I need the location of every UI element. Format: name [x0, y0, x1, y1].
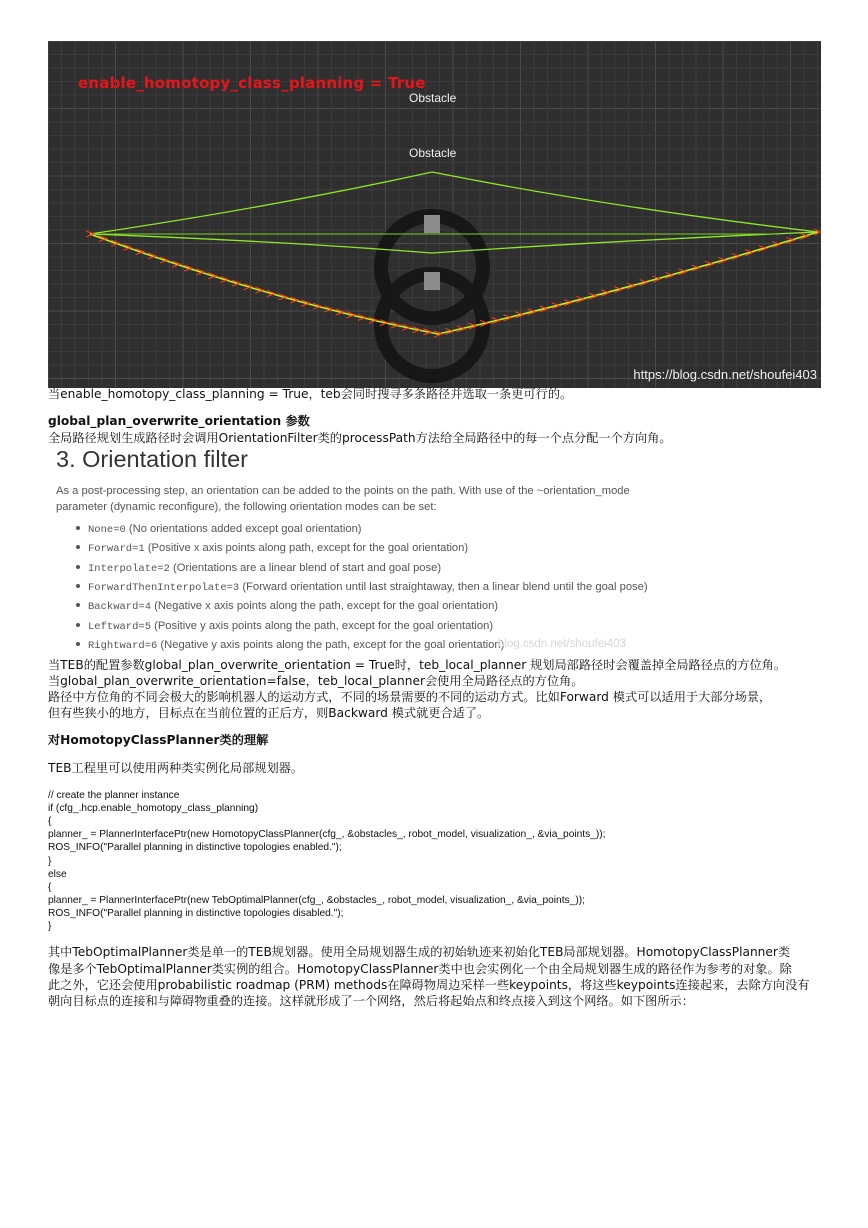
mode-description: (No orientations added except goal orientation): [125, 523, 362, 535]
paragraph-planner-explanation: 其中TebOptimalPlanner类是单一的TEB规划器。使用全局规划器生成的初始轨迹来初始化TEB局部规划器。HomotopyClassPlanner类: [48, 945, 791, 959]
orientation-mode-item: [76, 542, 468, 555]
rviz-screenshot-figure: [48, 41, 821, 388]
figure-heading: 3. Orientation filter: [56, 446, 249, 472]
mode-description: (Orientations are a linear blend of start and goal pose): [169, 561, 442, 574]
bullet-icon: [76, 603, 80, 607]
bullet-icon: [76, 545, 80, 549]
code-line: // create the planner instance: [48, 790, 180, 801]
paragraph-planner-explanation: 此之外，它还会使用probabilistic roadmap (PRM) methods在障碍物周边采样一些keypoints，将这些keypoints连接起来，去除方向没有: [48, 978, 810, 992]
code-line: planner_ = PlannerInterfacePtr(new TebOptimalPlanner(cfg_, &obstacles_, robot_model, visualization_, &via_points_));: [48, 894, 585, 906]
mode-description: (Negative y axis points along the path, except for the goal orientation): [157, 638, 505, 651]
paragraph-planner-explanation: 像是多个TebOptimalPlanner类实例的组合。HomotopyClassPlanner类中也会实例化一个由全局规划器生成的路径作为参考的对象。除: [48, 962, 792, 976]
obstacle-label: Obstacle: [409, 91, 457, 105]
path-middle: [90, 232, 818, 253]
orientation-mode-item: [76, 639, 504, 652]
mode-code: Forward=1: [88, 543, 145, 556]
obstacle-square-2: [424, 272, 440, 290]
bullet-icon: [76, 565, 80, 569]
code-line: }: [48, 855, 52, 867]
bullet-icon: [76, 526, 80, 530]
paragraph-two-planners: TEB工程里可以使用两种类实例化局部规划器。: [48, 761, 304, 775]
code-line: planner_ = PlannerInterfacePtr(new HomotopyClassPlanner(cfg_, &obstacles_, robot_model, visualization_, &via_points_));: [48, 829, 606, 841]
mode-description: (Positive y axis points along the path, except for the goal orientation): [151, 619, 494, 632]
orientation-mode-item: [76, 523, 362, 536]
bullet-icon: [76, 642, 80, 646]
figure-intro-line: As a post-processing step, an orientation can be added to the points on the path. With use of the ~orientation_mode: [56, 485, 630, 497]
bullet-icon: [76, 623, 80, 627]
mode-description: (Negative x axis points along the path, except for the goal orientation): [151, 600, 499, 613]
code-line: else: [48, 868, 67, 880]
paragraph-overwrite-false: 当global_plan_overwrite_orientation=false，teb_local_planner会使用全局路径点的方位角。: [48, 674, 584, 688]
mode-code: Backward=4: [88, 601, 152, 614]
mode-description: (Positive x axis points along path, except for the goal orientation): [144, 542, 469, 555]
paragraph-homotopy-enabled: 当enable_homotopy_class_planning = True，teb会同时搜寻多条路径并选取一条更可行的。: [48, 387, 573, 401]
mode-code: Leftward=5: [88, 620, 152, 633]
orientation-mode-item: [76, 620, 493, 633]
orientation-mode-item: [76, 600, 498, 613]
paragraph-orientation-impact: 路径中方位角的不同会极大的影响机器人的运动方式，不同的场景需要的不同的运动方式。比如Forward 模式可以适用于大部分场景，: [48, 690, 772, 704]
figure-title-overlay: enable_homotopy_class_planning = True: [78, 74, 426, 92]
code-line: ROS_INFO("Parallel planning in distinctive topologies disabled.");: [48, 907, 344, 919]
code-line: ROS_INFO("Parallel planning in distinctive topologies enabled.");: [48, 842, 342, 854]
obstacle-square-1: [424, 215, 440, 233]
paragraph-planner-explanation: 朝向目标点的连接和与障碍物重叠的连接。这样就形成了一个网络，然后将起始点和终点接入到这个网络。如下图所示：: [48, 994, 694, 1008]
mode-code: Interpolate=2: [88, 562, 170, 575]
orientation-mode-item: [76, 581, 648, 594]
paragraph-orientation-filter: 全局路径规划生成路径时会调用OrientationFilter类的processPath方法给全局路径中的每一个点分配一个方向角。: [48, 431, 672, 445]
mode-description: (Forward orientation until last straightaway, then a linear blend until the goal pose): [239, 580, 648, 593]
paragraph-orientation-impact: 但有些狭小的地方，目标点在当前位置的正后方，则Backward 模式就更合适了。: [48, 706, 490, 720]
section-heading: global_plan_overwrite_orientation 参数: [48, 414, 310, 428]
watermark-url: https://blog.csdn.net/shoufei403: [633, 367, 817, 382]
watermark: blog.csdn.net/shoufei403: [498, 638, 626, 650]
mode-code: Rightward=6: [88, 639, 158, 652]
orientation-mode-item: [76, 562, 441, 575]
paragraph-overwrite-true: 当TEB的配置参数global_plan_overwrite_orientation = True时，teb_local_planner 规划局部路径时会覆盖掉全局路径点的方位角。: [48, 658, 787, 672]
mode-code: None=0: [88, 524, 126, 536]
code-line: }: [48, 921, 52, 932]
orientation-filter-figure: [48, 446, 648, 658]
code-line: {: [48, 816, 52, 828]
code-line: {: [48, 881, 52, 893]
section-heading: 对HomotopyClassPlanner类的理解: [48, 733, 269, 747]
code-line: if (cfg_.hcp.enable_homotopy_class_planning): [48, 803, 259, 815]
figure-intro-line: parameter (dynamic reconfigure), the following orientation modes can be set:: [56, 501, 437, 513]
obstacle-label: Obstacle: [409, 146, 457, 160]
mode-code: ForwardThenInterpolate=3: [88, 581, 240, 594]
bullet-icon: [76, 584, 80, 588]
